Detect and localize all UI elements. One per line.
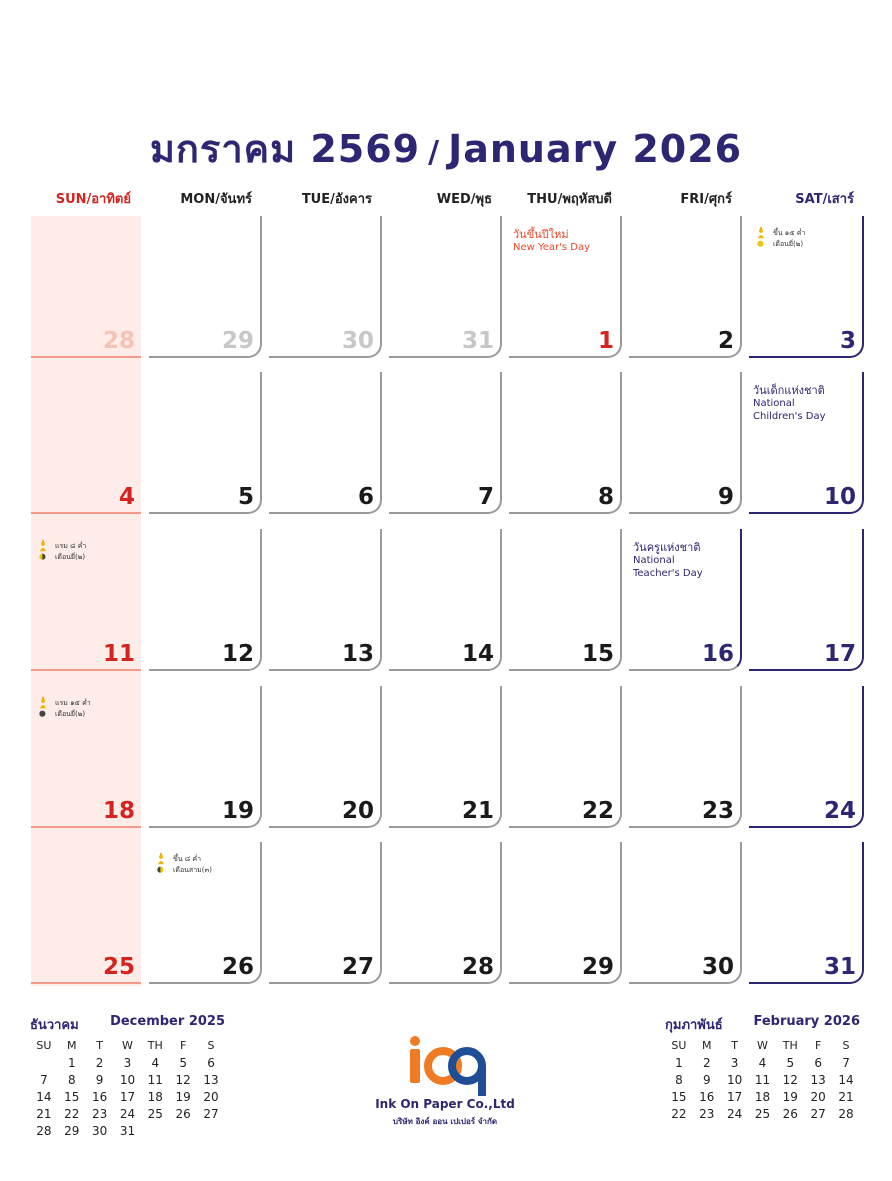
day-cell[interactable]: [149, 216, 262, 358]
mini-day: 2: [95, 1055, 104, 1070]
day-number: 4: [118, 484, 135, 510]
mini-day: 6: [207, 1055, 215, 1070]
event-children-day: [753, 384, 826, 423]
buddha-icon: [755, 226, 767, 248]
mini-weekday: S: [842, 1039, 850, 1052]
day-number: 29: [581, 954, 614, 980]
event-teacher-day: [633, 541, 703, 580]
day-cell[interactable]: [269, 216, 382, 358]
mini-next-thai-month: กุมภาพันธ์: [665, 1018, 723, 1033]
mini-day: 21: [838, 1089, 854, 1104]
buddhist-holy-day: [155, 852, 265, 882]
event-children-day-line: National: [753, 398, 795, 409]
mini-day: 4: [151, 1055, 160, 1070]
mini-day: 25: [754, 1106, 771, 1121]
day-number: 26: [221, 954, 254, 980]
mini-day: 12: [782, 1072, 798, 1087]
mini-day: 19: [175, 1089, 191, 1104]
day-number: 7: [477, 484, 494, 510]
day-number: 31: [823, 954, 856, 980]
buddha-icon: [155, 852, 167, 874]
day-number: 12: [221, 641, 254, 667]
mini-prev-english-month: December 2025: [110, 1014, 225, 1029]
mini-day: 9: [95, 1072, 104, 1087]
page-title: [0, 118, 892, 179]
weekday-header-5: FRI/ศุกร์: [680, 192, 732, 207]
mini-day: 30: [91, 1123, 108, 1138]
title-thai: มกราคม 2569: [149, 127, 421, 171]
day-number: 3: [839, 328, 856, 354]
day-cell[interactable]: [509, 529, 622, 671]
day-cell[interactable]: [389, 372, 502, 514]
day-number: 21: [461, 798, 494, 824]
mini-day: 31: [119, 1123, 136, 1138]
mini-day: 12: [175, 1072, 191, 1087]
day-cell[interactable]: [31, 216, 141, 358]
mini-day: 13: [203, 1072, 219, 1087]
day-number: 30: [341, 328, 374, 354]
day-number: 28: [461, 954, 494, 980]
mini-day: 11: [147, 1072, 163, 1087]
mini-day: 15: [671, 1089, 687, 1104]
mini-next-english-month: February 2026: [753, 1014, 860, 1029]
mini-day: 10: [119, 1072, 136, 1087]
day-cell[interactable]: [749, 686, 864, 828]
day-cell[interactable]: [269, 842, 382, 984]
day-number: 29: [221, 328, 254, 354]
weekday-header-2: TUE/อังคาร: [301, 192, 372, 207]
day-number: 18: [102, 798, 135, 824]
day-cell[interactable]: [749, 372, 864, 514]
weekday-header-4: THU/พฤหัสบดี: [527, 192, 612, 207]
company-name: Ink On Paper Co.,Ltd: [375, 1097, 515, 1111]
day-number: 5: [237, 484, 254, 510]
day-cell[interactable]: [509, 216, 622, 358]
day-cell[interactable]: [509, 372, 622, 514]
mini-day: 1: [675, 1055, 683, 1070]
day-number: 22: [581, 798, 614, 824]
mini-day: 28: [36, 1123, 52, 1138]
event-teacher-day-line: Teacher's Day: [633, 568, 703, 579]
title-english: January 2026: [448, 127, 743, 171]
mini-weekday: W: [757, 1039, 768, 1052]
mini-day: 5: [786, 1055, 795, 1070]
day-cell[interactable]: [389, 529, 502, 671]
buddhist-holy-day: [755, 226, 865, 256]
mini-weekday: M: [67, 1039, 77, 1052]
day-number: 14: [461, 641, 494, 667]
mini-day: 9: [702, 1072, 711, 1087]
day-cell[interactable]: [389, 842, 502, 984]
day-cell[interactable]: [749, 842, 864, 984]
event-new-year-line: New Year's Day: [513, 242, 591, 253]
mini-day: 28: [838, 1106, 854, 1121]
day-cell[interactable]: [31, 372, 141, 514]
day-cell[interactable]: [389, 216, 502, 358]
lunar-line-2: เดือนสาม(๓): [173, 866, 212, 874]
mini-day: 20: [810, 1089, 826, 1104]
day-cell[interactable]: [31, 842, 141, 984]
mini-day: [197, 1122, 225, 1139]
mini-day: 29: [64, 1123, 80, 1138]
lunar-line-2: เดือนยี่(๒): [55, 553, 86, 561]
day-cell[interactable]: [749, 216, 864, 358]
mini-day: 18: [754, 1089, 771, 1104]
day-cell[interactable]: [269, 529, 382, 671]
day-number: 11: [102, 641, 135, 667]
weekday-header-1: MON/จันทร์: [180, 192, 252, 207]
mini-day: 2: [702, 1055, 711, 1070]
weekday-header-0: SUN/อาทิตย์: [55, 192, 131, 207]
day-number: 8: [597, 484, 614, 510]
day-cell[interactable]: [269, 686, 382, 828]
mini-day: 4: [758, 1055, 767, 1070]
day-cell[interactable]: [269, 372, 382, 514]
mini-day: 22: [64, 1106, 80, 1121]
mini-day: 3: [123, 1055, 132, 1070]
day-cell[interactable]: [149, 842, 262, 984]
mini-day: 6: [814, 1055, 822, 1070]
mini-day: 17: [119, 1089, 136, 1104]
mini-day: 3: [730, 1055, 739, 1070]
mini-day: 16: [91, 1089, 108, 1104]
day-number: 27: [341, 954, 374, 980]
day-number: 6: [357, 484, 374, 510]
day-cell[interactable]: [509, 686, 622, 828]
day-cell[interactable]: [149, 372, 262, 514]
day-cell[interactable]: [509, 842, 622, 984]
day-number: 16: [701, 641, 734, 667]
mini-day: 7: [842, 1055, 850, 1070]
mini-day: 21: [36, 1106, 52, 1121]
lunar-line-2: เดือนยี่(๒): [55, 710, 86, 718]
mini-calendar-december: [30, 1014, 225, 1139]
day-cell[interactable]: [149, 529, 262, 671]
mini-day: 13: [810, 1072, 826, 1087]
mini-day: 10: [726, 1072, 743, 1087]
mini-day: 14: [838, 1072, 854, 1087]
mini-day: [141, 1122, 169, 1139]
day-cell[interactable]: [149, 686, 262, 828]
day-number: 2: [717, 328, 734, 354]
mini-weekday: F: [814, 1039, 822, 1052]
day-cell[interactable]: [749, 529, 864, 671]
title-separator: /: [428, 135, 441, 170]
mini-day: 26: [175, 1106, 191, 1121]
mini-day: 11: [754, 1072, 771, 1087]
mini-day: 5: [179, 1055, 187, 1070]
lunar-line-1: แรม ๑๕ ค่ำ: [55, 699, 91, 707]
day-number: 30: [701, 954, 734, 980]
mini-day: 15: [64, 1089, 80, 1104]
mini-weekday: T: [96, 1039, 103, 1052]
day-cell[interactable]: [389, 686, 502, 828]
mini-day: [30, 1054, 58, 1071]
day-number: 9: [717, 484, 734, 510]
mini-day: 16: [699, 1089, 715, 1104]
day-number: 31: [461, 328, 494, 354]
mini-day: 27: [810, 1106, 826, 1121]
mini-day: 18: [147, 1089, 163, 1104]
buddhist-holy-day: [37, 539, 147, 569]
event-children-day-line: Children's Day: [753, 411, 826, 422]
mini-day: 23: [699, 1106, 715, 1121]
mini-weekday: W: [122, 1039, 133, 1052]
mini-day: 14: [36, 1089, 52, 1104]
day-cell[interactable]: [629, 529, 742, 671]
mini-weekday: TH: [782, 1039, 798, 1052]
buddhist-holy-day: [37, 696, 147, 726]
day-number: 25: [102, 954, 135, 980]
day-number: 23: [701, 798, 734, 824]
mini-day: 24: [726, 1106, 743, 1121]
day-cell[interactable]: [31, 529, 141, 671]
day-number: 20: [341, 798, 374, 824]
day-number: 24: [823, 798, 856, 824]
lunar-line-1: ขึ้น ๑๕ ค่ำ: [773, 229, 806, 237]
mini-day: 8: [675, 1072, 683, 1087]
weekday-header-6: SAT/เสาร์: [795, 192, 854, 207]
day-cell[interactable]: [629, 372, 742, 514]
mini-day: 27: [203, 1106, 219, 1121]
mini-day: 22: [671, 1106, 687, 1121]
day-number: 13: [341, 641, 374, 667]
lunar-line-1: ขึ้น ๘ ค่ำ: [173, 855, 202, 863]
weekday-header-3: WED/พุธ: [436, 192, 492, 207]
day-number: 17: [823, 641, 856, 667]
mini-weekday: M: [702, 1039, 712, 1052]
mini-day: 19: [782, 1089, 798, 1104]
day-number: 15: [581, 641, 614, 667]
day-number: 1: [597, 328, 614, 354]
lunar-line-2: เดือนยี่(๒): [773, 240, 804, 248]
mini-weekday: SU: [671, 1039, 687, 1052]
day-number: 10: [823, 484, 856, 510]
iop-logo-mark: [360, 1035, 530, 1097]
mini-weekday: SU: [36, 1039, 52, 1052]
day-number: 28: [102, 328, 135, 354]
mini-weekday: T: [731, 1039, 738, 1052]
mini-day: 26: [782, 1106, 798, 1121]
day-cell[interactable]: [629, 842, 742, 984]
mini-weekday: F: [179, 1039, 187, 1052]
event-teacher-day-line: National: [633, 555, 675, 566]
mini-day: [169, 1122, 197, 1139]
buddha-icon: [37, 696, 49, 718]
day-cell[interactable]: [629, 686, 742, 828]
event-teacher-day-line: วันครูแห่งชาติ: [633, 541, 701, 554]
mini-day: 24: [119, 1106, 136, 1121]
day-cell[interactable]: [629, 216, 742, 358]
event-new-year: [513, 228, 590, 254]
day-cell[interactable]: [31, 686, 141, 828]
mini-day: 20: [203, 1089, 219, 1104]
mini-day: 7: [40, 1072, 48, 1087]
mini-day: 17: [726, 1089, 743, 1104]
mini-day: 8: [67, 1072, 76, 1087]
buddha-icon: [37, 539, 49, 561]
day-number: 19: [221, 798, 254, 824]
mini-calendar-february: [665, 1014, 860, 1122]
mini-day: 25: [147, 1106, 163, 1121]
mini-weekday: S: [207, 1039, 215, 1052]
event-new-year-line: วันขึ้นปีใหม่: [513, 228, 569, 241]
mini-day: 23: [91, 1106, 108, 1121]
company-name-thai: บริษัท อิงค์ ออน เปเปอร์ จำกัด: [392, 1117, 498, 1126]
company-logo: [360, 1035, 530, 1130]
lunar-line-1: แรม ๘ ค่ำ: [55, 542, 87, 550]
mini-weekday: TH: [147, 1039, 163, 1052]
event-children-day-line: วันเด็กแห่งชาติ: [753, 384, 825, 397]
mini-prev-thai-month: ธันวาคม: [30, 1018, 79, 1033]
mini-day: 1: [67, 1055, 76, 1070]
